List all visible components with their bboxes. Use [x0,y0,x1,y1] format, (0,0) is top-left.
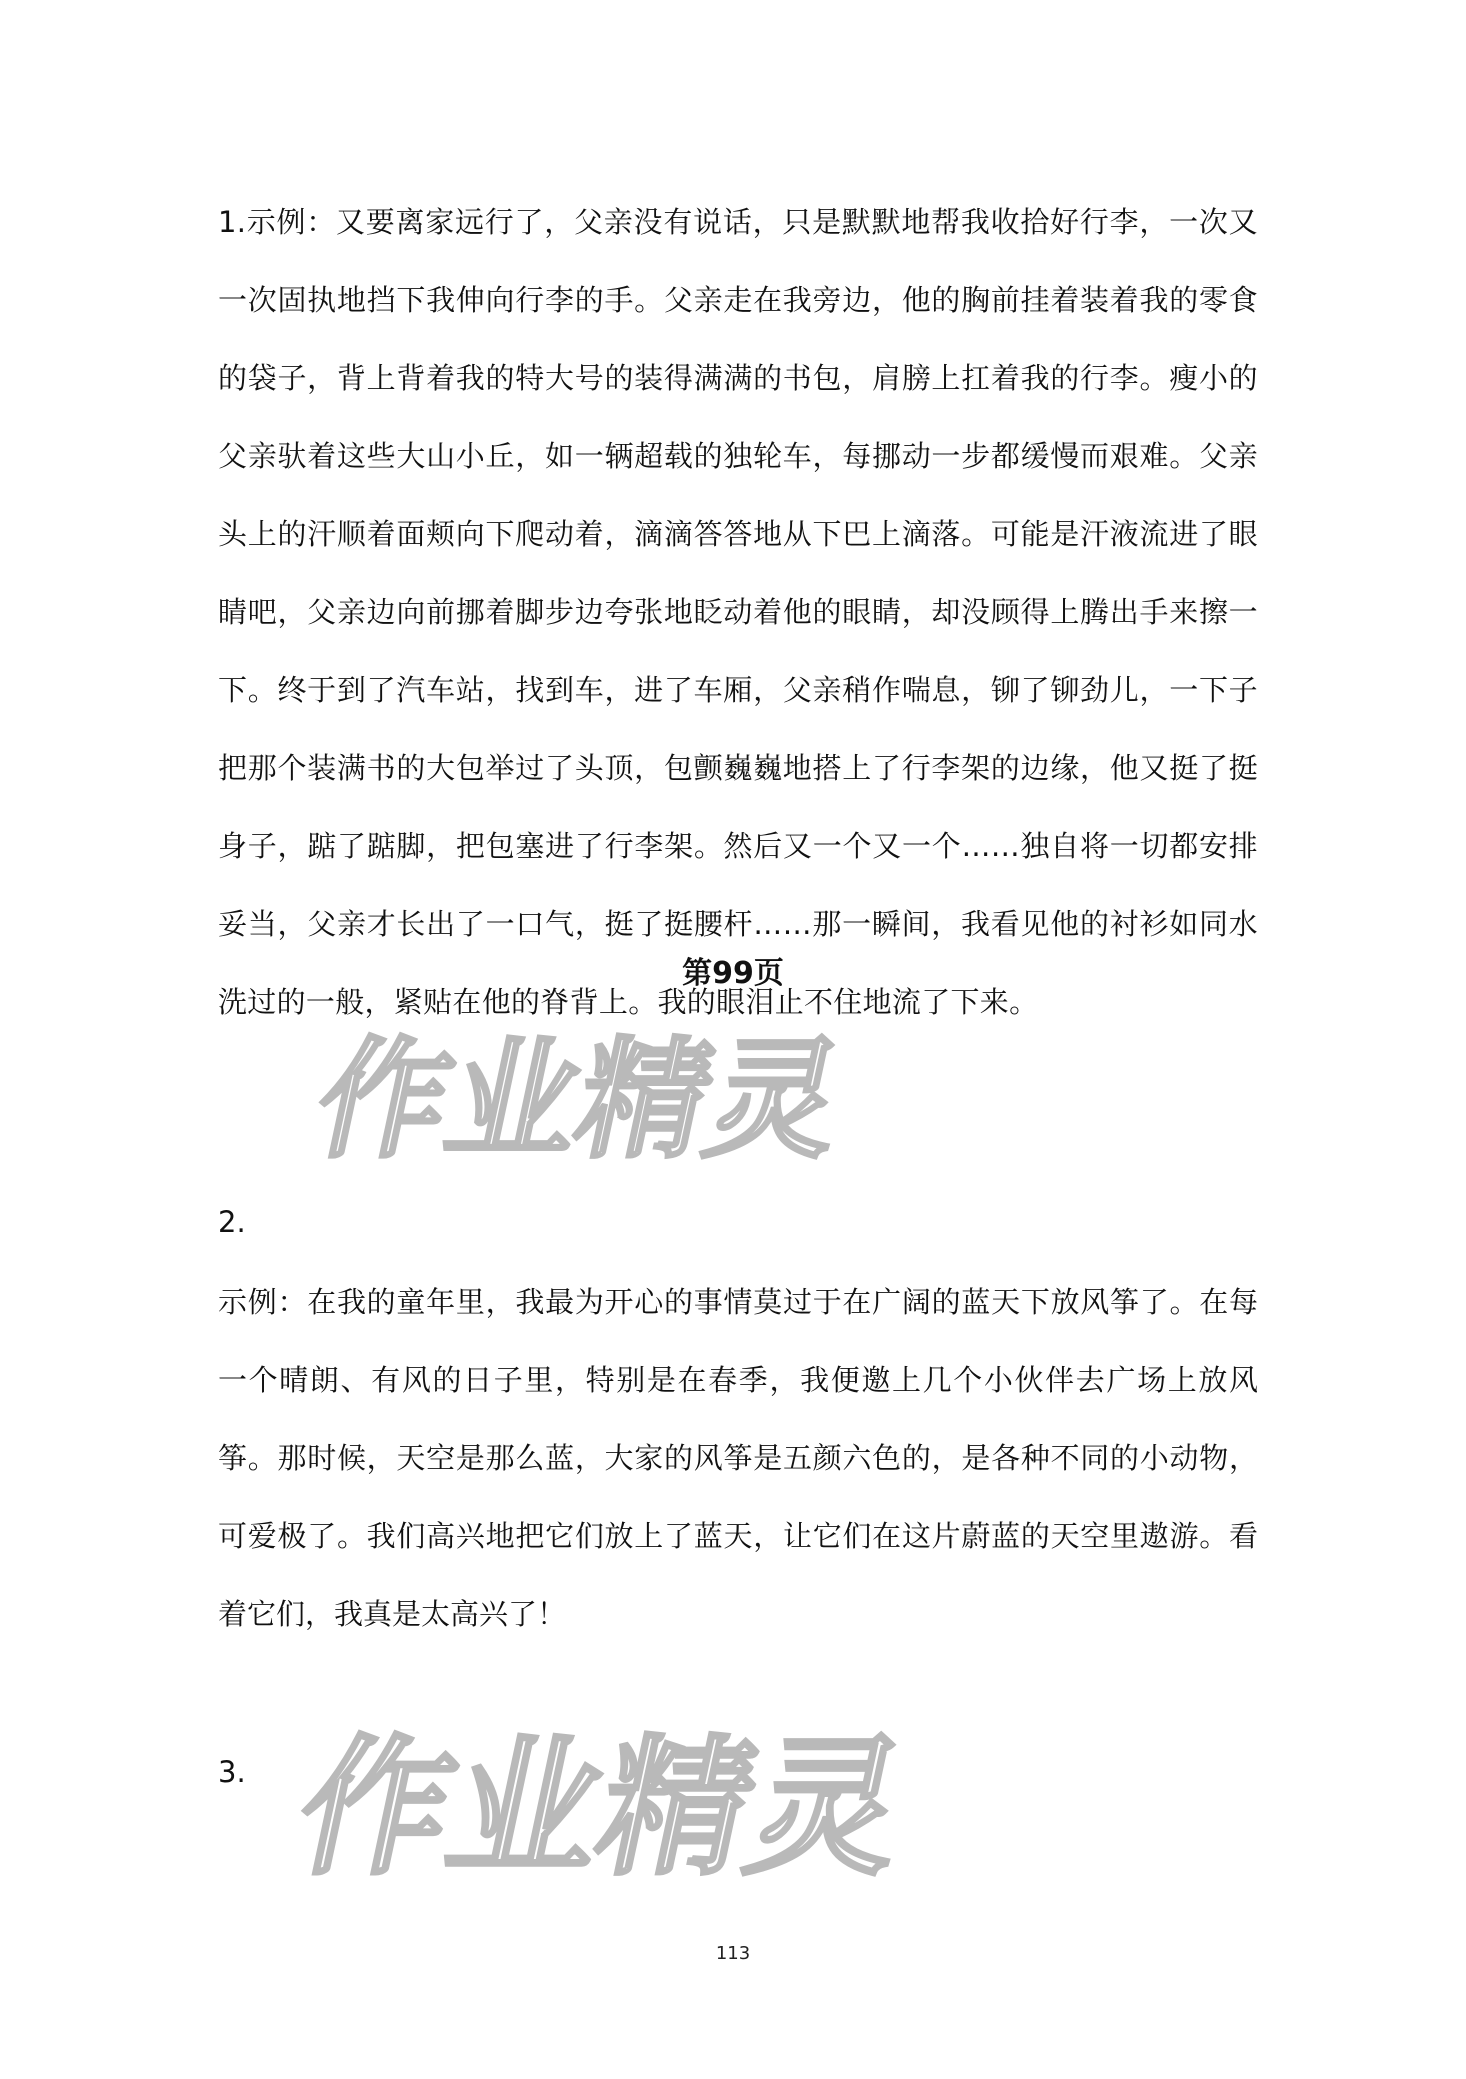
watermark-logo [283,1700,921,1900]
answer-1 [218,183,1258,1041]
answer-2-label: 2. [218,1205,246,1239]
answer-1-text: 1.示例：又要离家远行了，父亲没有说话，只是默默地帮我收拾好行李，一次又一次固执地挡下我伸向行李的手。父亲走在我旁边，他的胸前挂着装着我的零食的袋子，背上背着我的特大号的装得满满的书包，肩膀上扛着我的行李。瘦小的父亲驮着这些大山小丘，如一辆超载的独轮车，每挪动一步都缓慢而艰难。父亲头上的汗顺着面颊向下爬动着，滴滴答答地从下巴上滴落。可能是汗液流进了眼睛吧，父亲边向前挪着脚步边夸张地眨动着他的眼睛，却没顾得上腾出手来擦一下。终于到了汽车站，找到车，进了车厢，父亲稍作喘息，铆了铆劲儿，一下子把那个装满书的大包举过了头顶，包颤巍巍地搭上了行李架的边缘，他又挺了挺身子，踮了踮脚，把包塞进了行李架。然后又一个又一个……独自将一切都安排妥当，父亲才长出了一口气，挺了挺腰杆……那一瞬间，我看见他的衬衫如同水洗过的一般，紧贴在他的脊背上。我的眼泪止不住地流了下来。 [218,205,1258,1019]
page-heading: 第99页 [682,956,784,991]
watermark-text: 作业精灵 [283,1720,921,1896]
answer-3-label: 3. [218,1755,246,1789]
watermark-text: 作业精灵 [303,1025,856,1177]
page-number: 113 [715,1943,751,1964]
answer-2 [218,1263,1258,1653]
answer-2-text: 示例：在我的童年里，我最为开心的事情莫过于在广阔的蓝天下放风筝了。在每一个晴朗、有风的日子里，特别是在春季，我便邀上几个小伙伴去广场上放风筝。那时候，天空是那么蓝，大家的风筝是五颜六色的，是各种不同的小动物，可爱极了。我们高兴地把它们放上了蓝天，让它们在这片蔚蓝的天空里遨游。看着它们，我真是太高兴了！ [218,1285,1258,1631]
